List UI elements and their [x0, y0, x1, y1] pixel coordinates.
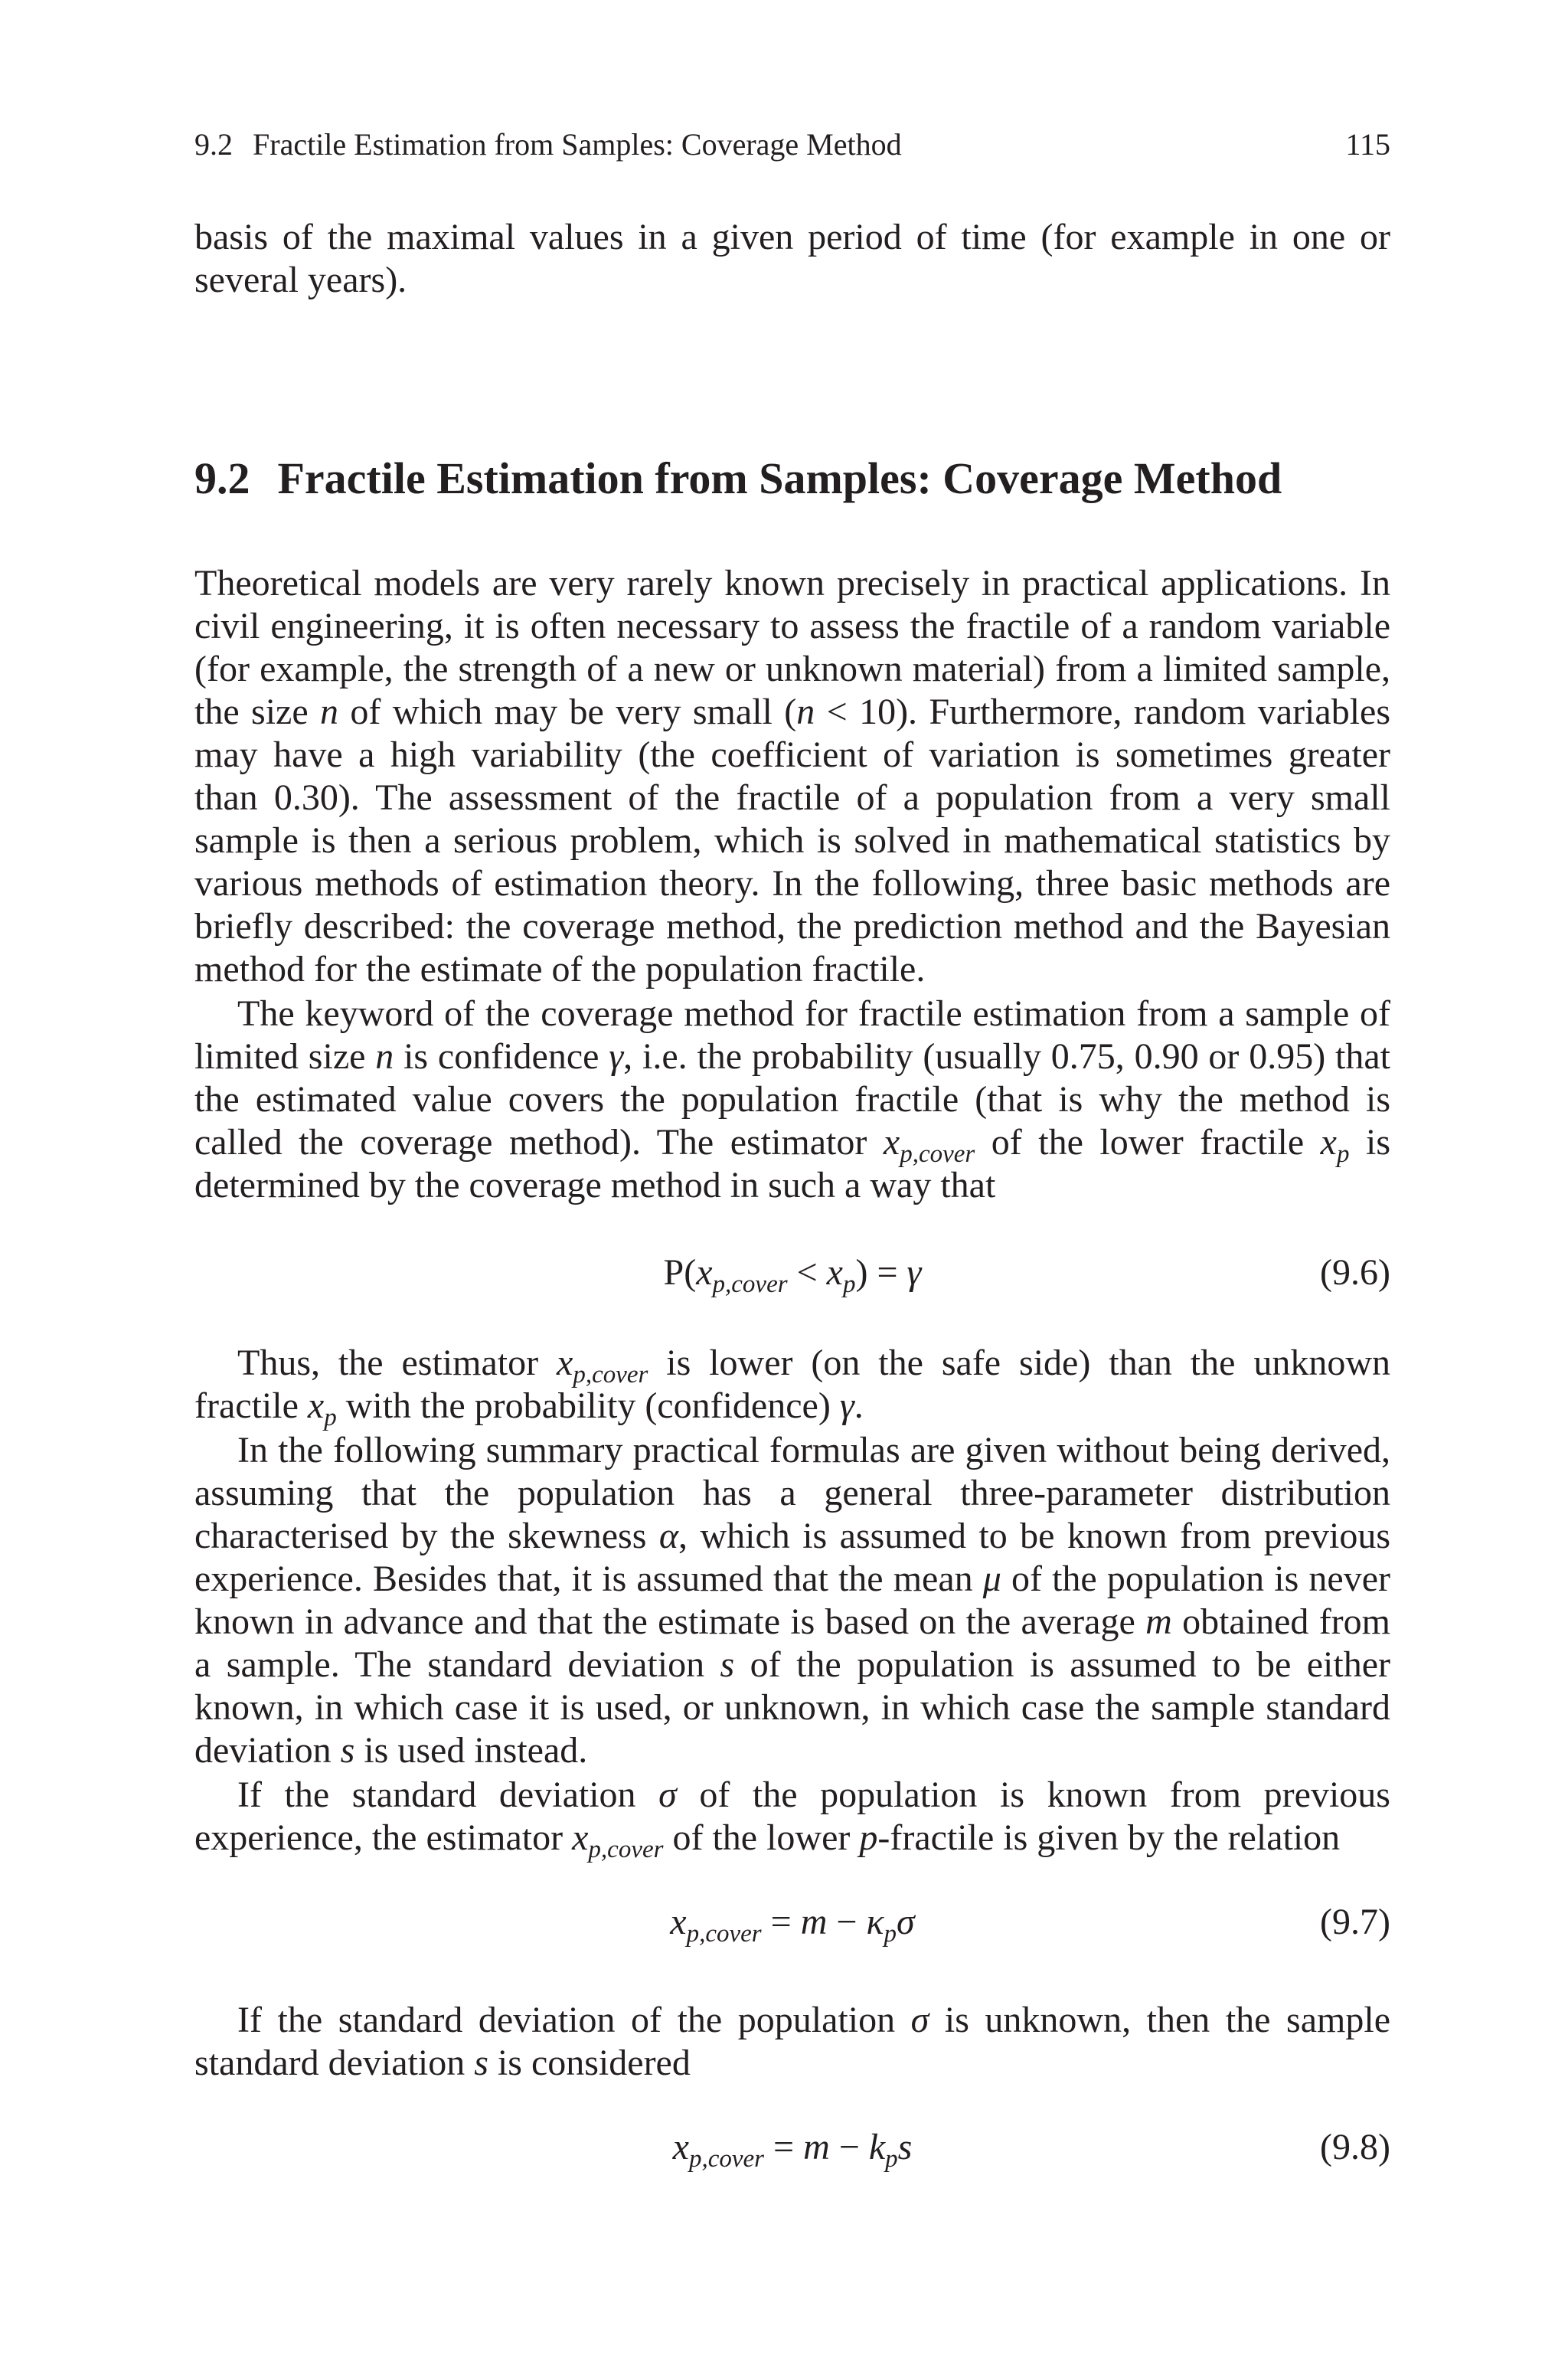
math-subscript: p: [1336, 1140, 1350, 1168]
math-var: n: [375, 1036, 394, 1077]
text-run: is used instead.: [354, 1730, 588, 1771]
math-subscript: p,cover: [686, 1920, 762, 1948]
math-var: p: [859, 1817, 878, 1858]
equation-9-6-body: [194, 1248, 1390, 1297]
running-head-section-title: Fractile Estimation from Samples: Coverage Method: [253, 127, 902, 162]
text-run: obtained from a sample. The standard deviation: [194, 1601, 1390, 1685]
paragraph-3: [194, 1342, 1391, 1431]
paragraph-5: [194, 1774, 1390, 1863]
math-var: x: [883, 1122, 900, 1163]
math-var: s: [340, 1730, 355, 1771]
paragraph-6: [194, 1999, 1390, 2085]
text-run: of the population is never known in advance and that the estimate is based on the average: [194, 1559, 1390, 1642]
math-subscript: p: [885, 2145, 898, 2173]
math-var: m: [800, 1902, 828, 1942]
math-var: γ: [609, 1036, 624, 1077]
equation-9-7-body: [194, 1898, 1390, 1947]
section-number: 9.2: [194, 453, 250, 503]
text-run: is determined by the coverage method in such a way that: [194, 1122, 1391, 1205]
text-run: is unknown, then the sample standard deviation: [194, 2000, 1390, 2083]
text-run: of which may be very small (: [338, 692, 797, 732]
text-run: The keyword of the coverage method for fractile estimation from a sample of limited size: [194, 993, 1390, 1077]
text-run: of the population is assumed to be either known, in which case it is used, or unknown, in which case the sample standard deviation: [194, 1644, 1390, 1771]
text-run: is lower (on the safe side) than the unknown fractile: [194, 1343, 1391, 1426]
math-subscript: p,cover: [588, 1836, 664, 1863]
math-var: n: [320, 692, 339, 732]
equation-number: (9.7): [1320, 1902, 1390, 1942]
page-number: 115: [1345, 127, 1390, 162]
math-text: =: [764, 2127, 804, 2167]
math-subscript: p,cover: [688, 2145, 765, 2173]
math-subscript: p,cover: [573, 1361, 648, 1389]
intro-paragraph: basis of the maximal values in a given period of time (for example in one or several years).: [194, 217, 1390, 300]
math-var: k: [868, 2127, 886, 2167]
text-run: Thus, the estimator: [237, 1343, 557, 1383]
math-var: s: [897, 2127, 913, 2167]
text-run: -fractile is given by the relation: [877, 1817, 1341, 1858]
text-run: of the lower: [663, 1817, 860, 1858]
math-var: s: [474, 2043, 488, 2083]
text-run: , which is assumed to be known from previous experience. Besides that, it is assumed that the mean: [194, 1516, 1390, 1599]
text-run: In the following summary practical formulas are given without being derived, assuming that the population has a general three-parameter distribution characterised by the skewness: [194, 1430, 1390, 1556]
math-var: γ: [839, 1385, 854, 1426]
math-subscript: p,cover: [900, 1140, 975, 1168]
math-var: x: [1320, 1122, 1337, 1163]
running-head-title: [194, 126, 902, 164]
math-text: P(: [663, 1252, 697, 1293]
text-run: of the population is known from previous experience, the estimator: [194, 1775, 1390, 1858]
running-head: [194, 126, 1390, 164]
math-var: x: [670, 1902, 687, 1942]
math-var: μ: [982, 1559, 1001, 1599]
math-text: <: [787, 1252, 827, 1293]
equation-9-8-body: [194, 2123, 1390, 2172]
math-var: n: [796, 692, 815, 732]
equation-9-7: [194, 1898, 1390, 1947]
math-text: ) =: [855, 1252, 907, 1293]
math-var: κ: [866, 1902, 884, 1942]
math-var: s: [720, 1644, 735, 1685]
section-heading: [194, 452, 1282, 505]
running-head-section-number: 9.2: [194, 127, 233, 162]
text-run: with the probability (confidence): [336, 1385, 840, 1426]
equation-9-8: [194, 2123, 1390, 2172]
math-text: −: [829, 2127, 869, 2167]
math-subscript: p,cover: [712, 1271, 788, 1298]
math-var: x: [672, 2127, 689, 2167]
text-run: .: [854, 1385, 864, 1426]
math-subscript: p: [884, 1920, 897, 1948]
equation-number: (9.8): [1320, 2127, 1390, 2167]
paragraph-1: [194, 562, 1390, 991]
math-var: m: [803, 2127, 830, 2167]
math-var: x: [307, 1385, 325, 1426]
math-var: α: [658, 1516, 679, 1556]
text-run: < 10). Furthermore, random variables may have a high variability (the coefficient of variation is sometimes greater than 0.30). The assessment of the fractile of a population from a very small sample is then a serious problem, which is solved in mathematical statistics by various methods of estimation theory. In the following, three basic methods are briefly described: the coverage method, the prediction method and the Bayesian method for the estimate of the population fractile.: [194, 692, 1391, 989]
math-subscript: p: [324, 1404, 337, 1431]
paragraph-2: [194, 993, 1390, 1207]
math-var: x: [557, 1343, 573, 1383]
math-text: −: [827, 1902, 867, 1942]
text-run: is considered: [488, 2043, 691, 2083]
math-var: σ: [897, 1902, 915, 1942]
math-var: x: [572, 1817, 589, 1858]
text-run: is confidence: [394, 1036, 609, 1077]
text-run: Theoretical models are very rarely known precisely in practical applications. In civil engineering, it is often necessary to assess the fractile of a random variable (for example, the strength of a new or unknown material) from a limited sample, the size: [194, 563, 1390, 732]
text-run: If the standard deviation of the population: [237, 2000, 911, 2040]
text-run: , i.e. the probability (usually 0.75, 0.90 or 0.95) that the estimated value covers the population fractile (that is why the method is called the coverage method). The estimator: [194, 1036, 1391, 1163]
math-var: γ: [906, 1252, 922, 1293]
math-var: σ: [910, 2000, 929, 2040]
text-run: of the lower fractile: [975, 1122, 1321, 1163]
math-var: x: [696, 1252, 713, 1293]
equation-number: (9.6): [1320, 1252, 1390, 1293]
math-text: =: [761, 1902, 801, 1942]
paragraph-4: [194, 1429, 1390, 1772]
math-var: σ: [658, 1775, 677, 1815]
math-var: m: [1145, 1601, 1172, 1642]
math-var: x: [826, 1252, 843, 1293]
text-run: If the standard deviation: [237, 1775, 659, 1815]
equation-9-6: [194, 1248, 1390, 1297]
math-subscript: p: [842, 1271, 856, 1298]
section-title: Fractile Estimation from Samples: Coverage Method: [277, 453, 1282, 503]
